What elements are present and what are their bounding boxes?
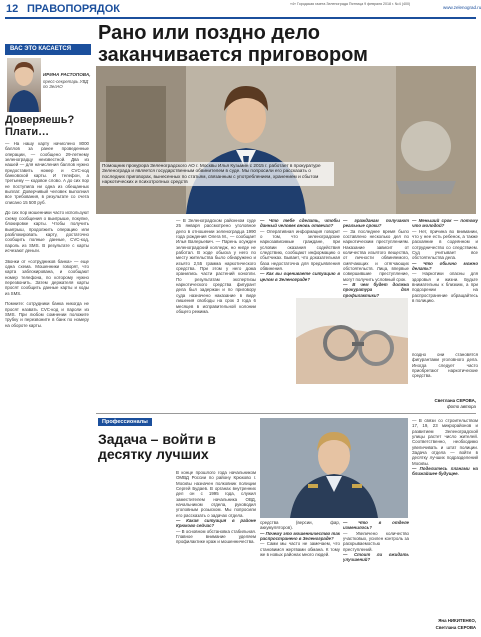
page-header (0, 0, 481, 20)
main-photo (96, 66, 476, 214)
main-col-4 (412, 218, 478, 348)
second-col-3 (343, 520, 409, 632)
main-col-4-text: — Нет, причина во внимании, что у нее есть ребенок, а также раскаяние в содеянном и сотрудничество со следствием. Суд учитывает все обстоятельства дела. (412, 228, 478, 261)
second-signature-1: Яна НИКИТЕНКО, (438, 618, 476, 623)
second-col-1 (176, 470, 256, 632)
handcuffs-photo (296, 298, 408, 384)
second-article-rule (96, 413, 476, 414)
main-closing: поздно они становятся фигурантами уголовного дела. Иногда следует часто приобретают наркотические средства. (412, 352, 478, 379)
main-q-6: — Что обычно можно делать? (412, 260, 478, 272)
author-name: ИРИНА РАСТОПОВА, (43, 72, 91, 77)
second-q-4: — Стоит ли ожидать улучшений? (343, 552, 409, 563)
main-col-2-text: — Оперативная информация говорит о том, что зеленоградские наркозависимые граждане, при условии оказания содействия следствию, сообщают информацию о сбытчиках. Бывает, что доказательная база недостаточна для предъявления обвинения. (260, 228, 340, 272)
author-photo (7, 58, 41, 112)
second-col-1-text-b: — В основном обстановка стабильная. Главное внимание уделяем профилактике краж и мошенничества. (176, 528, 256, 545)
main-col-1: — В Зеленоградском районном суде 25 января рассмотрено уголовное дело в отношении зеленоградца 1990 года рождения Олега М., — сообщает Илья Валерьевич. — Парень осужден зеленоградский колледж, но нигде не работал. В ходе обыска у него по месту жительства было обнаружено и изъято 2,55 грамма наркотического средства. При этом у него дома хранились части растений конопли. По результатам экспертизы наркотического средства фигурант дела был задержан и по приговору суда назначено наказание в виде лишения свободы на срок 3 года 6 месяцев в исправительной колонии общего режима. (176, 218, 256, 314)
sidebar-column (5, 44, 91, 634)
main-photo-credit: фото автора (446, 404, 476, 409)
second-col-4 (412, 418, 478, 614)
main-q-3: — гражданам получают реальные сроки? (343, 218, 409, 229)
officer-portrait-icon (260, 418, 408, 518)
handcuffs-icon (296, 298, 408, 384)
main-signature: Светлана СЕРОВА, (434, 398, 476, 403)
main-col-4-text-b: — Наркотики опасны для здоровья и жизни. Будьте внимательны к близким, а при подозрении на распространение обращайтесь в полицию. (412, 271, 478, 304)
second-col-1-text: В конце прошлого года начальником ОМВД России по району Крюково г. Москвы назначен полковник полиции Сергей Будаев. В органах внутренних дел он с 1995 года, служил заместителем начальника ОВД, начальником отдела, руководил уголовным розыском. Мы попросили его рассказать о задачах отдела. (176, 470, 256, 518)
second-col-4-text: — В связи со строительством 17, 19, 23 микрорайонов и развитием Зеленоградской улицы растет число жителей. Соответственно, необходимо увеличивать и штат полиции. Задача отдела — войти в десятку лучших подразделений Москвы. (412, 418, 478, 466)
second-q-2: — Почему это мошенничество так распространено в Зеленограде? (260, 530, 340, 542)
paper-info: «4» Городская газета Зеленограда Пятница 9 февраля 2018 г. №4 (400) (290, 2, 411, 6)
main-col-3-text: — За последнее время было составлено несколько дел по наркотическим преступлениям. Наказание зависит от количества изъятого вещества, от личности обвиняемого, смягчающих и отягчающих обстоятельств. Лица, впервые совершившие преступление, могут получить условный срок. (343, 228, 409, 282)
sidebar-body: — На нашу карту начислено 8000 баллов за ранее проведенные операции, — сообщено 29-летнему зеленоградцу неизвестной. Два из нашей — для начисления баллов нужно предоставить номер и CVC-код банковской карты. И телефон, а третьему — кодовое слово. А до сих пор не поступила ни одна из обещанных выплат. Доверчивый человек выполнил все требования, в результате со счета списано 15 500 руб. До сих пор мошенники часто используют схему сообщения о выигрыше, покупке, блокировке карты. Чтобы получить выигрыш, продолжить операцию или разблокировать карту, достаточно сообщить полные данные, CVC-код, пароль из SMS. В результате с карты исчезают деньги. Звонки от «сотрудников банка» — еще одна схема. Мошенники говорят, что карта заблокирована, и сообщают номер телефона, по которому нужно перезвонить. Затем держателя карты просят сообщить данные карты и коды из SMS. Помните: сотрудники банка никогда не просят назвать CVC-код и пароли из SMS. При любом сомнении положите трубку и перезвоните в банк по номеру на обороте карты. (5, 141, 89, 328)
site-link[interactable]: www.zelenograd.ru (443, 5, 481, 10)
author-portrait-icon (7, 58, 41, 112)
second-q-3: — Что в отделе изменилось? (343, 520, 409, 531)
officer-photo (260, 418, 408, 518)
sidebar-banner-text: ВАС ЭТО КАСАЕТСЯ (10, 46, 72, 52)
second-q-5: — Поделитесь планами на ближайшее будущее. (412, 466, 478, 477)
second-col-2-text-b: — Сами мы часто не замечаем, что становимся жертвами обмана. К тому же в новых районах много людей. (260, 541, 340, 558)
second-col-3-text: — Увеличено количество участковых, усилен контроль за раскрываемостью преступлений. (343, 530, 409, 552)
sidebar-banner (5, 44, 91, 55)
second-col-2-text: средства (версии, фар, аккумуляторов). (260, 520, 340, 531)
main-q-4: — В чем будет должна прокуратура для профилактики? (343, 282, 409, 298)
main-q-5: — Меньший срок — потому что молодой? (412, 218, 478, 229)
second-signature-2: Светлана СЕРОВА (435, 625, 476, 630)
sidebar-headline: Доверяешь? Плати… (5, 114, 75, 138)
section-title: ПРАВОПОРЯДОК (27, 3, 120, 15)
header-rule (5, 17, 476, 19)
second-q-1: — Какая ситуация в районе Крюково сейчас? (176, 518, 256, 529)
photo-caption: Помощник прокурора Зеленоградского АО г. Москвы Илья Кузьмин с 2015 г. работает в прокуратуре Зеленограда и является государственным обвинителем в суде. Мы попросили его рассказать о последних приговорах, вынесенных по статьям, связанным с употреблением, хранением и сбытом наркотических и психотропных средств (100, 162, 334, 186)
main-headline: Рано или поздно дело заканчивается приговором (98, 22, 368, 66)
section-tag: Профессионалы (98, 418, 152, 426)
author-role: пресс-секретарь УВД по ЗелАО (43, 79, 89, 90)
main-q-2: — Как вы оцениваете ситуацию в целом в Зеленограде? (260, 271, 340, 282)
prosecutor-photo-icon (96, 66, 476, 214)
main-q-1: — Что тебе сделать, чтобы данный человек вновь отвечал? (260, 218, 340, 229)
second-col-2 (260, 520, 340, 632)
page-number: 12 (6, 3, 19, 15)
second-headline: Задача – войти в десятку лучших (98, 431, 216, 462)
